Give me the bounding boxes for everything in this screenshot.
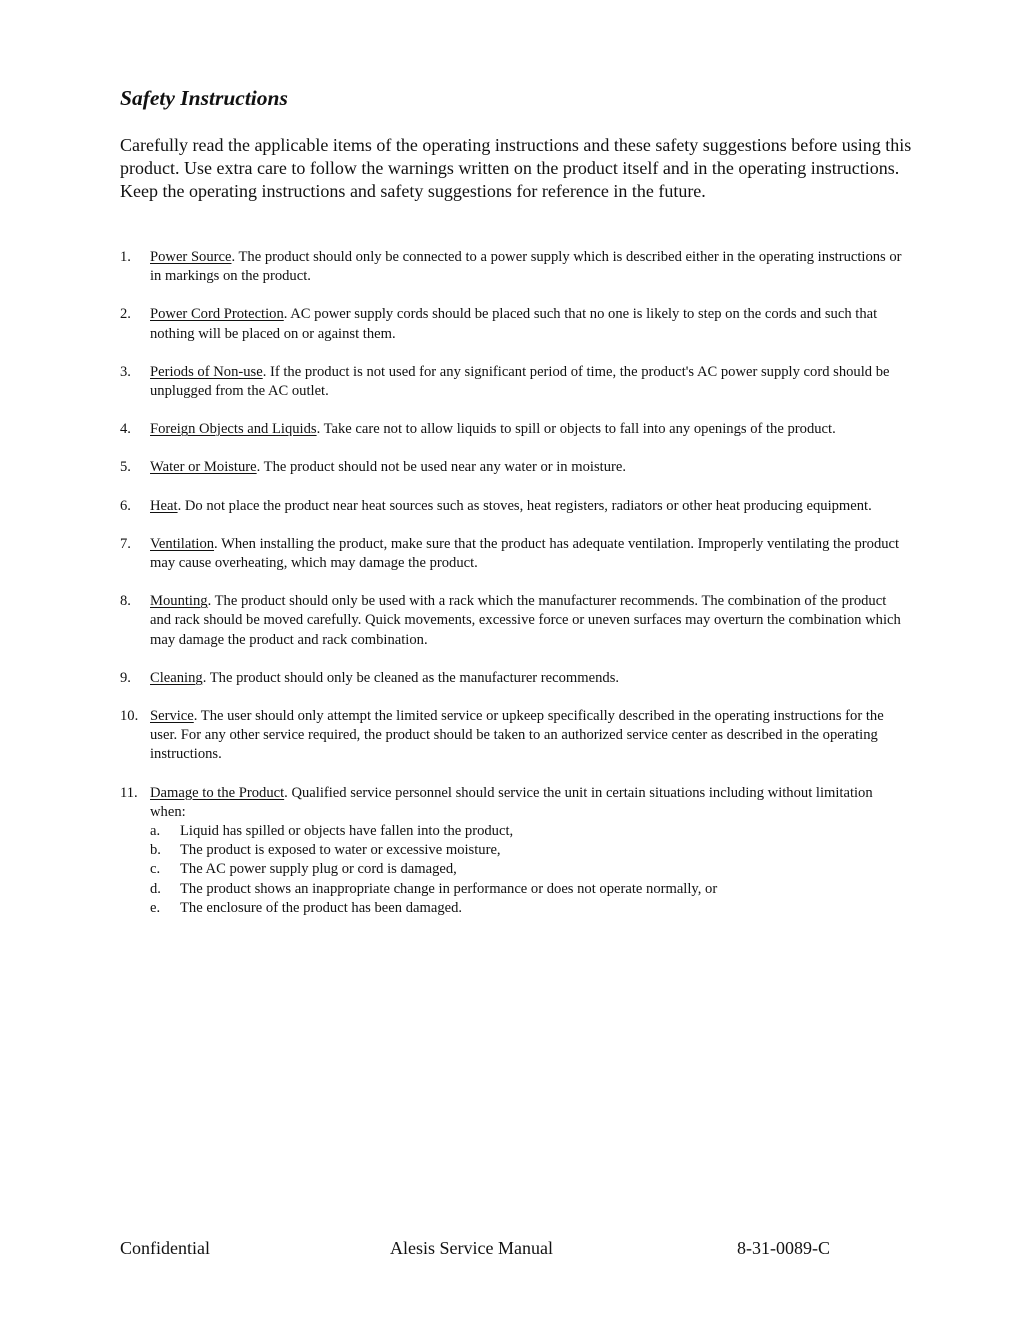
item-text: . Qualified service personnel should service the unit in certain situations including without limitation when: (150, 784, 873, 820)
item-text: . AC power supply cords should be placed such that no one is likely to step on the cords and such that nothing will be placed on or against them. (150, 306, 878, 342)
list-item (120, 535, 905, 573)
item-text: . The product should only be used with a rack which the manufacturer recommends. The combination of the product and rack should be moved carefully. Quick movements, excessive force or uneven surfaces may overturn the combination which may damage the product and rack combination. (150, 593, 901, 648)
item-number: 10. (120, 708, 139, 725)
sub-item-letter: d. (150, 880, 161, 897)
safety-items-list (120, 248, 905, 937)
sub-item-text: The enclosure of the product has been damaged. (180, 899, 463, 916)
item-number: 3. (120, 363, 131, 380)
sub-list-item (150, 880, 905, 899)
list-item (120, 669, 905, 688)
sub-item-letter: a. (150, 823, 161, 840)
list-item (120, 707, 905, 765)
sub-item-text: Liquid has spilled or objects have fallen into the product, (180, 823, 514, 840)
item-title: Periods of Non-use (150, 363, 263, 380)
list-item (120, 248, 905, 286)
sub-list-item (150, 899, 905, 918)
sub-list-item (150, 822, 905, 841)
item-number: 11. (120, 784, 138, 801)
item-text: . Do not place the product near heat sources such as stoves, heat registers, radiators or other heat producing equipment. (177, 497, 872, 514)
item-number: 1. (120, 249, 131, 265)
item-title: Foreign Objects and Liquids (150, 421, 317, 438)
intro-paragraph: Carefully read the applicable items of the operating instructions and these safety suggestions before using this product. Use extra care to follow the warnings written on the product itself and in the operating instructions. Keep the operating instructions and safety suggestions for reference in the future. (120, 135, 912, 202)
item-title: Service (150, 708, 194, 725)
footer-confidential: Confidential (120, 1238, 210, 1258)
item-text: . Take care not to allow liquids to spill or objects to fall into any openings of the product. (316, 421, 836, 438)
item-title: Mounting (150, 593, 208, 610)
list-item (120, 305, 905, 343)
item-text: . When installing the product, make sure that the product has adequate ventilation. Improperly ventilating the product may cause overheating, which may damage the product. (150, 535, 900, 572)
damage-conditions-list (150, 822, 905, 918)
footer-manual-title: Alesis Service Manual (390, 1238, 553, 1258)
item-title: Ventilation (150, 535, 215, 552)
sub-item-text: The product is exposed to water or excessive moisture, (180, 842, 501, 859)
item-title: Cleaning (150, 669, 203, 686)
list-item (120, 458, 905, 477)
item-text: . The product should not be used near any water or in moisture. (256, 459, 626, 476)
list-item (120, 420, 905, 439)
item-text: . The user should only attempt the limited service or upkeep specifically described in the operating instructions for the user. For any other service required, the product should be taken to an authorized service center as described in the operating instructions. (150, 708, 884, 763)
sub-item-text: The product shows an inappropriate change in performance or does not operate normally, or (180, 880, 718, 897)
item-number: 5. (120, 459, 131, 476)
list-item (120, 363, 905, 401)
item-title: Power Cord Protection (150, 306, 284, 323)
list-item (120, 592, 905, 650)
item-text: . If the product is not used for any significant period of time, the product's AC power supply cord should be unplugged from the AC outlet. (150, 363, 890, 400)
list-item (120, 784, 905, 918)
item-number: 7. (120, 535, 131, 552)
sub-item-letter: c. (150, 861, 161, 878)
item-title: Power Source (150, 249, 232, 265)
item-number: 6. (120, 497, 131, 514)
footer-document-number: 8-31-0089-C (737, 1238, 830, 1258)
list-item (120, 497, 905, 516)
sub-list-item (150, 841, 905, 860)
item-number: 8. (120, 593, 131, 610)
item-title: Water or Moisture (150, 459, 257, 476)
sub-item-text: The AC power supply plug or cord is damaged, (180, 861, 457, 878)
sub-item-letter: b. (150, 842, 161, 859)
item-number: 4. (120, 421, 131, 438)
item-text: . The product should only be connected to a power supply which is described either in the operating instructions or in markings on the product. (150, 249, 902, 285)
sub-item-letter: e. (150, 899, 161, 916)
item-number: 2. (120, 306, 131, 323)
item-number: 9. (120, 669, 131, 686)
page-title: Safety Instructions (120, 86, 288, 110)
item-text: . The product should only be cleaned as the manufacturer recommends. (202, 669, 620, 686)
sub-list-item (150, 860, 905, 879)
item-title: Damage to the Product (150, 784, 285, 801)
item-title: Heat (150, 497, 178, 514)
